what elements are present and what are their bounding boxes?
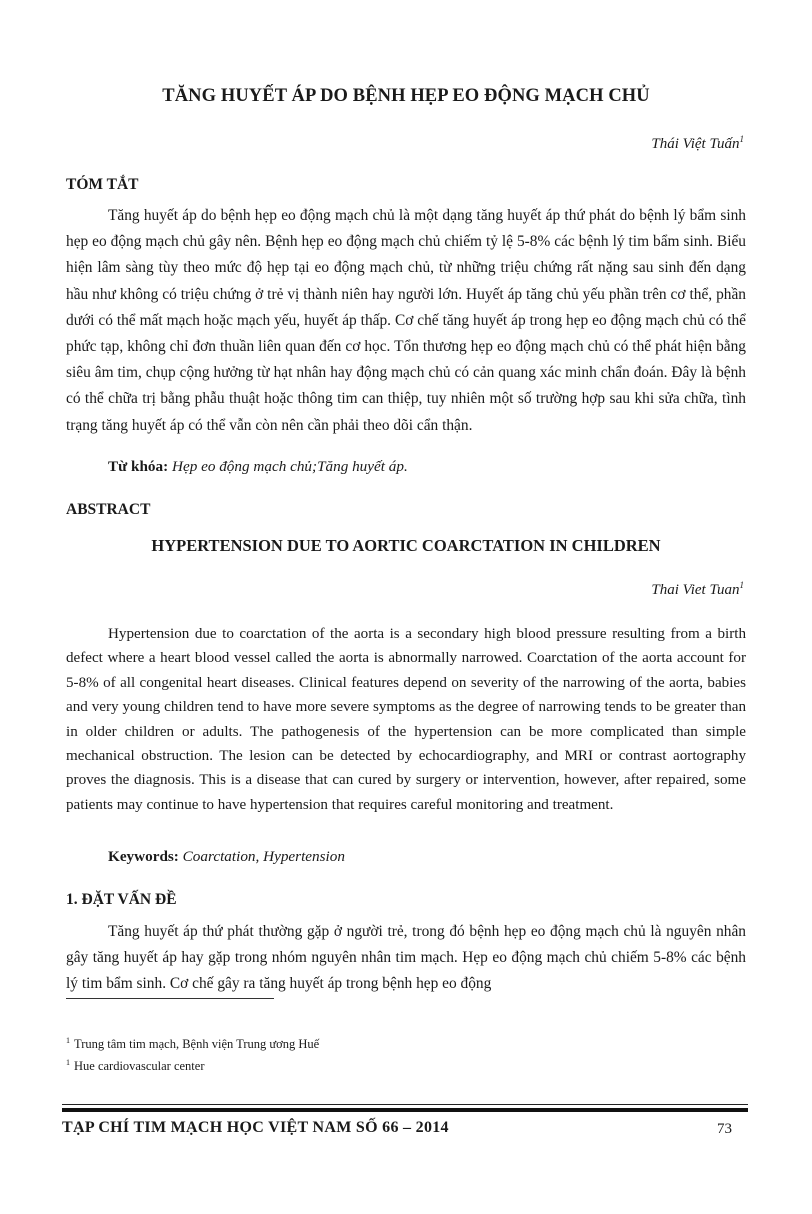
footnote-vi-text: Trung tâm tim mạch, Bệnh viện Trung ương Huế <box>74 1037 320 1052</box>
article-title-vi: TĂNG HUYẾT ÁP DO BỆNH HẸP EO ĐỘNG MẠCH CHỦ <box>162 86 650 106</box>
footnote-vi <box>66 1036 319 1052</box>
author-en-name: Thai Viet Tuan <box>651 582 740 598</box>
article-title-en: HYPERTENSION DUE TO AORTIC COARCTATION IN CHILDREN <box>151 536 661 555</box>
section-1-heading: 1. ĐẶT VẤN ĐỀ <box>66 891 177 908</box>
footnote-vi-marker: 1 <box>66 1036 70 1045</box>
abstract-paragraph: Hypertension due to coarctation of the aorta is a secondary high blood pressure resulting from a birth defect where a heart blood vessel called the aorta is abnormally narrowed. Coarctation of the aorta account for 5-8% of all congenital heart diseases. Clinical features depend on severity of the narrowing of the aorta, babies and very young children tend to have more severe symptoms as the degree of narrowing tends to be greater than in older children or adults. The pathogenesis of the hypertension can be more complicated than simple mechanical obstruction. The lesion can be detected by echocardiography, and MRI or contrast aortography proves the diagnosis. This is a disease that can cured by surgery or intervention, however, after repaired, some patients may continue to have hypertension that requires careful monitoring and treatment. <box>66 626 746 813</box>
section-1-paragraph: Tăng huyết áp thứ phát thường gặp ở người trẻ, trong đó bệnh hẹp eo động mạch chủ là nguyên nhân gây tăng huyết áp hay gặp trong nhóm nguyên nhân tim mạch. Hẹp eo động mạch chủ chiếm 5-8% các bệnh lý tim bẩm sinh. Cơ chế gây ra tăng huyết áp trong bệnh hẹp eo động <box>66 923 746 992</box>
footer-journal-name: TẠP CHÍ TIM MẠCH HỌC VIỆT NAM SỐ 66 – 2014 <box>62 1119 449 1136</box>
summary-paragraph: Tăng huyết áp do bệnh hẹp eo động mạch chủ là một dạng tăng huyết áp thứ phát do bệnh lý bẩm sinh hẹp eo động mạch chủ gây nên. Bệnh hẹp eo động mạch chủ chiếm tỷ lệ 5-8% các bệnh lý tim bẩm sinh. Biểu hiện lâm sàng tùy theo mức độ hẹp tại eo động mạch chủ, từ những triệu chứng rất nặng sau sinh đến dạng hầu như không có triệu chứng ở trẻ vị thành niên hay người lớn. Huyết áp tăng chủ yếu phần trên cơ thể, phần dưới có thể mất mạch hoặc mạch yếu, huyết áp thấp. Cơ chế tăng huyết áp trong hẹp eo động mạch chủ có thể phức tạp, không chỉ đơn thuần liên quan đến cơ học. Tổn thương hẹp eo động mạch chủ có thể phát hiện bằng siêu âm tim, chụp cộng hưởng từ hạt nhân hay động mạch chủ có cản quang xác minh chẩn đoán. Đây là bệnh có thể chữa trị bằng phẫu thuật hoặc thông tim can thiệp, tuy nhiên một số trường hợp sau khi sửa chữa, tình trạng tăng huyết áp có thể vẫn còn nên cần phải theo dõi cẩn thận. <box>66 207 746 434</box>
keywords-vi-label: Từ khóa: <box>108 458 169 475</box>
author-en-footnote-marker: 1 <box>739 580 744 590</box>
author-en <box>651 580 744 599</box>
footnote-divider <box>66 998 274 999</box>
author-vi <box>651 134 744 153</box>
footnote-en-marker: 1 <box>66 1058 70 1067</box>
summary-heading: TÓM TẮT <box>66 176 139 193</box>
footnote-en-text: Hue cardiovascular center <box>74 1059 205 1074</box>
page-number: 73 <box>717 1121 732 1137</box>
keywords-en <box>108 848 345 866</box>
keywords-vi-value: Hẹp eo động mạch chủ;Tăng huyết áp. <box>171 458 408 475</box>
keywords-en-value: Coarctation, Hypertension <box>182 848 345 865</box>
abstract-heading: ABSTRACT <box>66 501 151 518</box>
keywords-en-label: Keywords: <box>108 848 179 865</box>
footer-rule-thin <box>62 1104 748 1105</box>
footer-rule-thick <box>62 1108 748 1112</box>
author-vi-footnote-marker: 1 <box>739 134 744 144</box>
author-vi-name: Thái Việt Tuấn <box>651 136 740 152</box>
footnote-en <box>66 1058 204 1074</box>
keywords-vi <box>108 458 408 476</box>
